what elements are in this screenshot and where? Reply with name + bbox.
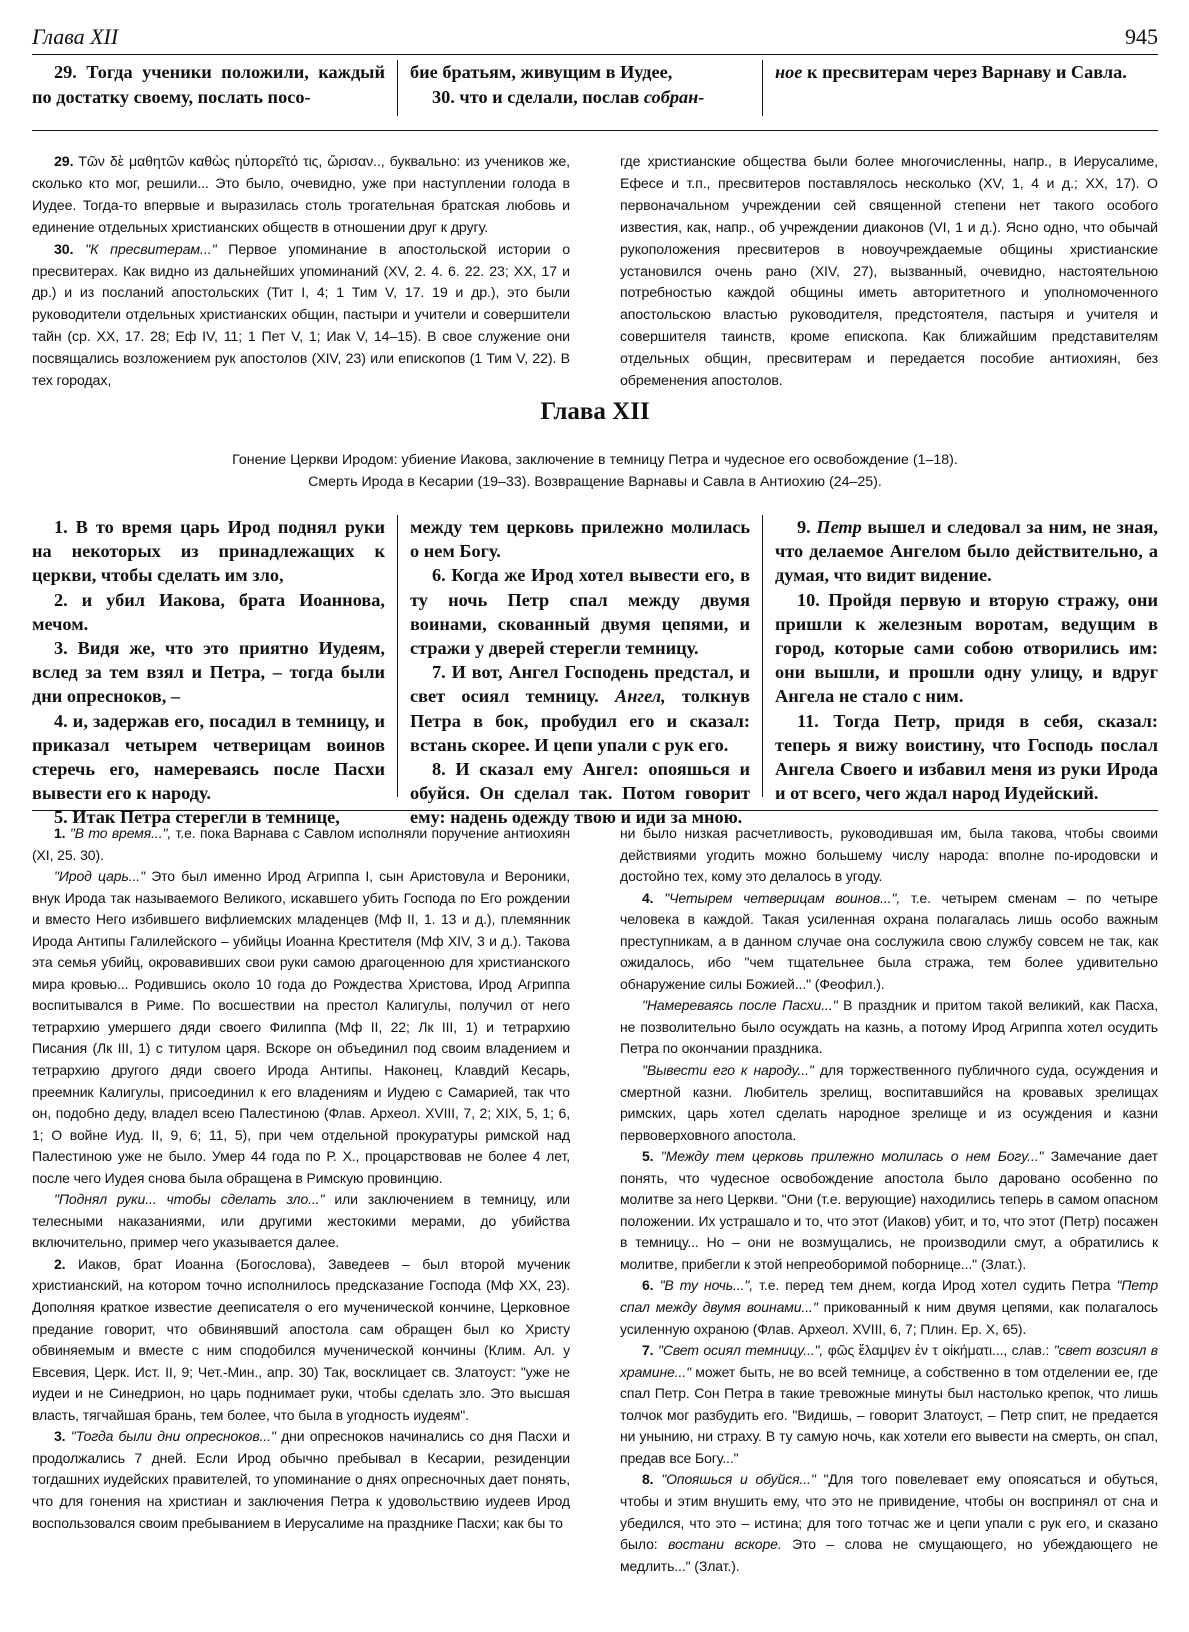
comment-quote: "В ту ночь...",	[653, 1277, 754, 1294]
verse-30-text: 30. что и сделали, послав	[432, 87, 644, 107]
header-rule	[32, 54, 1158, 55]
comment-text: Это был именно Ирод Агриппа I, сын Аристовула и Вероники, внук Ирода так называемого Великого, искавшего убить Господа по Его рождении и вместо Него избившего вифлиемских младенцев (Мф II, 1. 13 и д.), племянник Ирода Антипы Галилейского – убийцы Иоанна Крестителя (Мф XIV, 3 и д.). Такова эта семья убийц, окровавивших свои руки самою драгоценною для христианского мира кровью... Родившись около 10 года до Рождества Христова, Ирод Агриппа воспитывался в Риме. По восшествии на престол Калигулы, получил от него тетрархию умершего дяди своего Филиппа (Мф II, 22; Лк III, 1) и тетрархию Писания (Лк III, 1) с титулом царя. Вскоре он объединил под своим владением и тетрархию другого дяди своего Ирода Антипы. Наконец, Клавдий Кесарь, преемник Калигулы, присоединил к его владениям и Иудею с Самарией, так что он, подобно деду, владел всею Палестиною (Флав. Археол. XVIII, 7, 2; XIX, 5, 1; 6, 1; О войне Иуд. II, 9, 6; 11, 5), при чем отдельной прокуратуры римской над Палестиною уже не было. Умер 44 года по Р. Х., процарствовав не более 4 лет, после чего Иудея снова была обращена в Римскую провинцию.	[32, 868, 570, 1186]
comment-29	[32, 152, 570, 240]
commentary-xi-right	[620, 152, 1158, 390]
verse-30-cont	[775, 60, 1158, 85]
comment-text: Иаков, брат Иоанна (Богослова), Заведеев – был второй мученик христианский, на котором точно исполнилось предсказание Господа (Мф XX, 23). Дополняя краткое известие дееписателя о его мученической кончине, Церковное предание говорит, что обвинявший апостола сам обращен был ко Христу обвиняемым и вместе с ним сподобился мученической кончины (Клим. Ал. у Евсевия, Церк. Ист. II, 9; Чет.-Мин., апр. 30) Так, восклицает св. Златоуст: "уже не иудеи и не Синедрион, но царь поднимает руки, чтобы сделать зло. Это высшая власть, тягчайшая брань, тем более, что была в угодность иудеям".	[32, 1255, 570, 1423]
verse-30	[410, 85, 750, 110]
comment-text: Τῶν δὲ μαθητῶν καθὼς ηὐπορεῖτό τις, ὥρισαν.., буквально: из учеников же, сколько кто мог, решили... Это было, очевидно, уже при наступлении голода в Иудее. Тогда-то впервые и выразилась столь трогательная братская любовь и единение отдельных христианских обществ в отношении друг к другу.	[32, 154, 570, 236]
comment-quote: "Вывести его к народу..."	[642, 1062, 814, 1079]
comment-quote: "Опояшься и обуйся..."	[653, 1471, 816, 1488]
comment-number: 7.	[642, 1342, 654, 1359]
verse: 4. и, задержав его, посадил в темницу, и приказал четырем четверицам воинов стеречь его, намереваясь после Пасхи вывести его к народу.	[32, 710, 385, 804]
comment-number: 6.	[642, 1277, 654, 1294]
verse: 10. Пройдя первую и вторую стражу, они пришли к железным воротам, ведущим в город, которые сами собою отворились им: они вышли, и прошли одну улицу, и вдруг Ангела не стало с ним.	[775, 589, 1158, 707]
verse-col-1	[32, 515, 397, 828]
top-verse-col-1	[32, 60, 397, 116]
comment-text: дни опресноков начинались со дня Пасхи и продолжались 7 дней. Если Ирод обычно пребывал в Кесарии, резиденции тогдашних иудейских правителей, то упоминание о днях опресночных дает понять, что для гонения на христиан и заключения Петра к удовольствию иудеев Ирод воспользовался своим пребыванием в Иерусалиме на празднике Пасхи; как бы то	[32, 1428, 570, 1531]
comment-30-cont: где христианские общества были более многочисленны, напр., в Иерусалиме, Ефесе и т.п., пресвитеров поставлялось несколько (XV, 1, 4 и д.; XX, 17). О первоначальном учреждении сей священной степени нет такого особого известия, как, напр., об учреждении диаконов (VI, 1 и д.). Ясно одно, что обычай рукоположения пресвитеров в новоучреждаемые общины христианские установился очень рано (XIV, 27), вызванный, очевидно, настоятельною потребностью каждой общины иметь авторитетного и уполномоченного апостольскою властью руководителя, предстоятеля, пастыря и учителя и совершителя таинств, кроме епископа. Как ближайшим представителям отдельных общин, пресвитерам и передается пособие антиохиян, без обременения апостолов.	[620, 154, 1158, 390]
page	[32, 0, 1158, 1632]
comment-3-cont: ни было низкая расчетливость, руководившая им, была такова, чтобы своими действиями угодить можно большему числу народа: вполне по-иродовски и достойно тех, кому это делалось в угоду.	[620, 825, 1158, 885]
comment-number: 5.	[642, 1148, 654, 1165]
top-verse-col-2	[397, 60, 762, 116]
comment-number: 29.	[54, 154, 74, 170]
commentary-xi	[32, 152, 1158, 390]
verse: 6. Когда же Ирод хотел вывести его, в ту ночь Петр спал между двумя воинами, скованный двумя цепями, и стражи у дверей стерегли темницу.	[410, 565, 750, 659]
comment-3	[32, 1426, 570, 1534]
running-header	[32, 22, 1158, 54]
comment-number: 30.	[54, 241, 74, 258]
comment-1-hands	[32, 1189, 570, 1254]
chapter-summary-line: Гонение Церкви Иродом: убиение Иакова, заключение в темницу Петра и чудесное его освобождение (1–18).	[232, 452, 958, 468]
verse: между тем церковь прилежно молилась о нем Богу.	[410, 517, 750, 562]
verse	[775, 515, 1158, 588]
comment-text: т.е. перед тем днем, когда Ирод хотел судить Петра	[753, 1277, 1117, 1294]
comment-text: φῶς ἔλαμψεν ἐν τ οἰκήματι..., слав.:	[823, 1342, 1054, 1359]
comment-quote: "Поднял руки... чтобы сделать зло..."	[54, 1191, 325, 1208]
comment-quote: "Намереваясь после Пасхи..."	[642, 997, 838, 1014]
chapter-summary	[32, 450, 1158, 493]
verse-30-cont-text: к пресвитерам через Варнаву и Савла.	[802, 62, 1127, 82]
comment-text: может быть, не во всей темнице, а собственно в том отделении ее, где спал Петр. Сон Петра в такие тревожные минуты был настолько крепок, что лишь толчок мог разбудить его. "Видишь, – говорит Златоуст, – Петр спит, не предается ни унынию, ни страху. В ту самую ночь, как хотели его вывести на смерть, он спал, предав все Богу..."	[620, 1363, 1158, 1466]
verse: 2. и убил Иакова, брата Иоаннова, мечом.	[32, 589, 385, 634]
comment-quote: "Свет осиял темницу...",	[653, 1342, 824, 1359]
commentary-xii-left	[32, 823, 570, 1623]
comment-quote: "Петр спал между двумя воинами..."	[620, 1277, 1159, 1316]
verse-29-cont: бие братьям, живущим в Иудее,	[410, 62, 673, 82]
comment-text: Это – слова не смущающего, но убеждающего не медлить..." (Злат.).	[620, 1536, 1158, 1574]
comment-1	[32, 823, 570, 866]
verse: 3. Видя же, что это приятно Иудеям, вслед за тем взял и Петра, – тогда были дни опресноков, –	[32, 638, 385, 707]
commentary-xii	[32, 823, 1158, 1623]
comment-4	[620, 888, 1158, 996]
section-rule-2	[32, 810, 1158, 811]
verse: 11. Тогда Петр, придя в себя, сказал: теперь я вижу воистину, что Господь послал Ангела Своего и избавил меня из руки Ирода и от всего, чего ждал народ Иудейский.	[775, 710, 1158, 804]
comment-30	[32, 240, 570, 393]
verse-italic: Петр	[816, 517, 862, 537]
commentary-xii-right	[620, 823, 1158, 1623]
comment-text: т.е. четырем сменам – по четыре человека в каждой. Такая усиленная охрана полагалась лишь особо важным преступникам, а в данном случае она сослужила свою службу совсем не так, как ожидалось, ибо "чем тщательнее была стража, тем более удивительно обнаружение силы Божией..." (Феофил.).	[620, 889, 1158, 992]
comment-text: Первое упоминание в апостольской истории о пресвитерах. Как видно из дальнейших упоминаний (XV, 2. 4. 6. 22. 23; XX, 17 и др.) и из посланий апостольских (Тит I, 4; 1 Тим V, 17. 19 и др.), это были руководители отдельных христианских общин, пастыри и учители и совершители тайн (ср. XX, 17. 28; Еф IV, 11; 1 Пет V, 1; Иак V, 14–15). В свое служение они посвящались возложением рук апостолов (XIV, 23) или епископов (1 Тим V, 22). В тех городах,	[32, 241, 571, 390]
comment-quote: "К пресвитерам..."	[73, 241, 217, 258]
verse-text: 7. И вот, Ангел Господень предстал, и свет осиял темницу.	[410, 662, 750, 707]
section-rule-1	[32, 130, 1158, 131]
comment-6	[620, 1275, 1158, 1340]
top-verses	[32, 60, 1158, 116]
chapter-summary-line: Смерть Ирода в Кесарии (19–33). Возвращение Варнавы и Савла в Антиохию (24–25).	[308, 473, 882, 490]
comment-4-passover	[620, 995, 1158, 1060]
comment-quote: "Между тем церковь прилежно молилась о нем Богу..."	[653, 1148, 1044, 1165]
comment-quote: "В то время...",	[65, 825, 172, 841]
chapter-verses	[32, 515, 1158, 828]
chapter-title: Глава XII	[540, 398, 650, 425]
comment-number: 1.	[54, 825, 66, 841]
commentary-xi-left	[32, 152, 571, 390]
verse-text: 9.	[797, 517, 817, 537]
comment-quote: востани вскоре.	[668, 1536, 782, 1553]
comment-quote: "Тогда были дни опресноков..."	[65, 1428, 276, 1445]
comment-text: прикованный к ним двумя цепями, как полагалось усиленную охраною (Флав. Археол. XVIII, 6, 7; Плин. Ер. X, 65).	[620, 1299, 1159, 1337]
comment-text: Замечание дает понять, что чудесное освобождение апостола было даровано особенно по молитве за него Церкви. "Они (т.е. верующие) находились теперь в самом опасном положении. Их устрашало и то, что этот (Иаков) убит, и то, что этот (Петр) посажен в темницу... Но – они не возмущались, не производили смут, а обратились к молитве, прибегли к этой непреоборимой поборнице..." (Злат.).	[620, 1148, 1158, 1272]
comment-text: или заключением в темницу, или телесными наказаниями, или другими жестокими мерами, до убийства включительно, пример чего указывается далее.	[32, 1191, 570, 1251]
top-verse-col-3	[762, 60, 1158, 116]
verse-italic: Ангел,	[615, 686, 666, 707]
comment-number: 8.	[642, 1471, 654, 1488]
comment-number: 3.	[54, 1428, 66, 1445]
verse-29: 29. Тогда ученики положили, каждый по достатку своему, послать посо-	[32, 62, 385, 107]
comment-1-herod	[32, 866, 570, 1189]
running-header-chapter: Глава XII	[32, 24, 119, 49]
verse-text: вышел и следовал за ним, не зная, что делаемое Ангелом было действительно, а думая, что видит видение.	[775, 517, 1158, 586]
comment-text: т.е. пока Варнава с Савлом исполняли поручение антиохиян (XI, 25. 30).	[32, 825, 570, 863]
comment-8	[620, 1469, 1158, 1577]
comment-quote: "Ирод царь..."	[54, 868, 145, 885]
verse: 1. В то время царь Ирод поднял руки на некоторых из принадлежащих к церкви, чтобы сделать им зло,	[32, 517, 385, 586]
comment-text: "Для того повелевает ему опоясаться и обуться, чтобы и этим внушить ему, что это не привидение, чтобы он воспринял от сна и убедился, что это – истина; для того тотчас же и цепи упали с рук его, и сказано было:	[620, 1471, 1158, 1553]
comment-text: В праздник и притом такой великий, как Пасха, не позволительно было осуждать на казнь, а потому Ирод Агриппа хотел осудить Петра по окончании праздника.	[620, 997, 1158, 1057]
comment-7	[620, 1340, 1158, 1469]
verse-text: толкнув Петра в бок, пробудил его и сказал: встань скорее. И цепи упали с рук его.	[410, 686, 750, 755]
comment-number: 4.	[642, 889, 654, 906]
verse-col-2	[397, 515, 762, 828]
comment-quote: "Четырем четверицам воинов...",	[653, 889, 901, 906]
comment-number: 2.	[54, 1255, 66, 1272]
comment-2	[32, 1254, 570, 1426]
comment-4-people	[620, 1060, 1158, 1146]
comment-5	[620, 1146, 1158, 1275]
verse	[410, 660, 750, 757]
verse: 5. Итак Петра стерегли в темнице,	[54, 807, 340, 828]
verse-30-italic: собран-	[643, 87, 705, 107]
comment-text: для торжественного публичного суда, осуждения и смертной казни. Любитель зрелищ, воспитавшийся на кровавых зрелищах римских, царь хотел сделать народное зрелище и из осуждения и казни первоверховного апостола.	[620, 1062, 1159, 1143]
verse: 8. И сказал ему Ангел: опояшься и обуйся. Он сделал так. Потом говорит ему: надень одежду твою и иди за мною.	[410, 759, 750, 828]
page-number: 945	[1125, 24, 1158, 49]
verse-30-cont-italic: ное	[775, 62, 803, 82]
comment-quote: "свет возсиял в храмине..."	[620, 1342, 1158, 1380]
verse-col-3	[762, 515, 1158, 804]
